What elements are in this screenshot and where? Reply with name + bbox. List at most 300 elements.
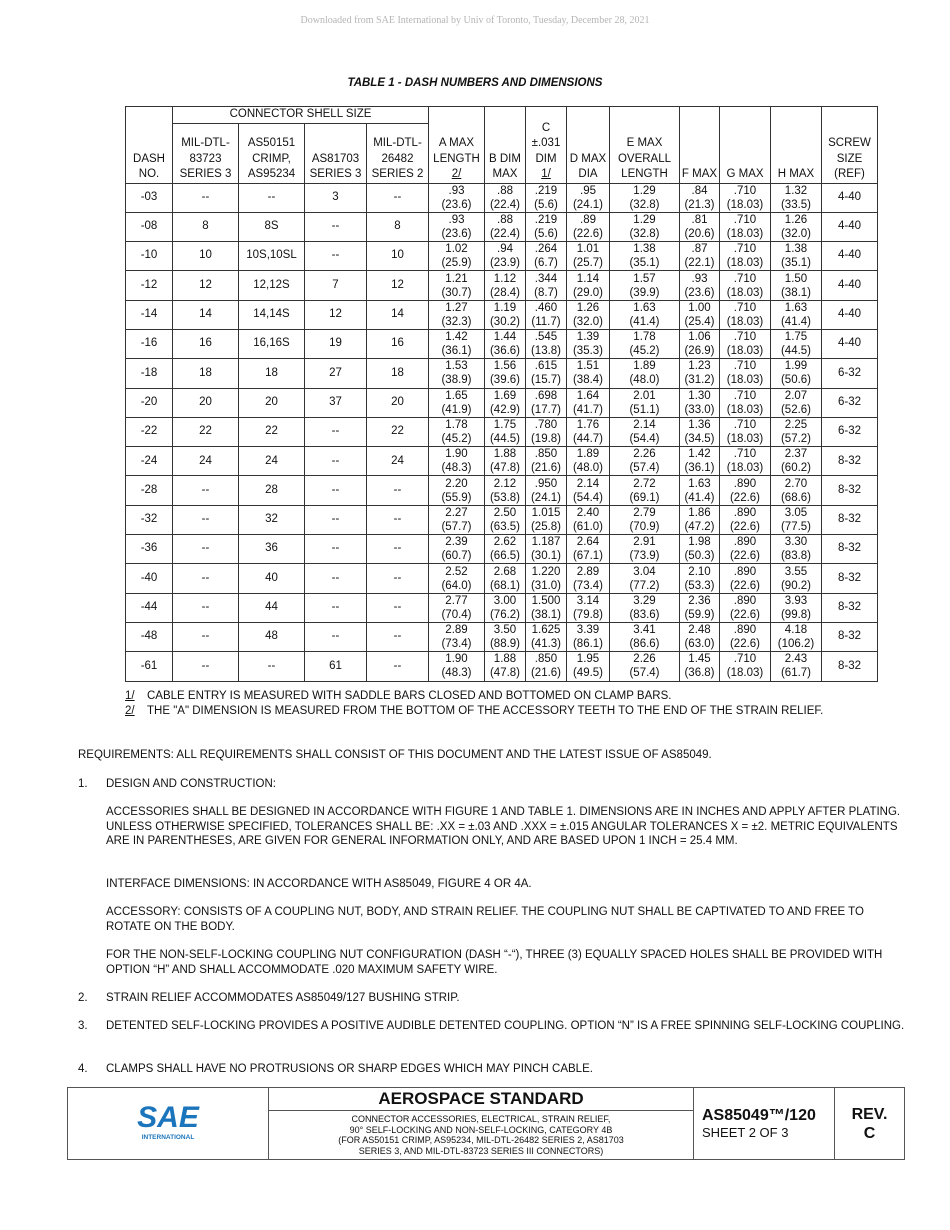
cell-h: 2.37 (60.2): [771, 447, 822, 476]
cell-s1: 18: [173, 359, 239, 388]
cell-s3: --: [305, 476, 367, 505]
cell-c: 1.220 (31.0): [526, 564, 567, 593]
cell-screw: 8-32: [822, 593, 878, 622]
cell-s2: --: [239, 652, 305, 681]
cell-f: 2.48 (63.0): [680, 622, 720, 651]
cell-g: .710 (18.03): [720, 359, 771, 388]
cell-s1: 10: [173, 242, 239, 271]
cell-dash: -16: [126, 329, 173, 358]
cell-c: 1.015 (25.8): [526, 505, 567, 534]
header-as50151: AS50151 CRIMP, AS95234: [239, 123, 305, 183]
cell-s3: --: [305, 212, 367, 241]
cell-h: 1.32 (33.5): [771, 183, 822, 212]
cell-s2: 32: [239, 505, 305, 534]
cell-dash: -28: [126, 476, 173, 505]
cell-b: 2.50 (63.5): [485, 505, 526, 534]
cell-screw: 8-32: [822, 447, 878, 476]
cell-a: 1.78 (45.2): [429, 417, 485, 446]
cell-a: 1.27 (32.3): [429, 300, 485, 329]
cell-e: 2.91 (73.9): [610, 535, 680, 564]
cell-h: 1.99 (50.6): [771, 359, 822, 388]
svg-text:SAE: SAE: [137, 1101, 199, 1134]
cell-s3: 61: [305, 652, 367, 681]
cell-a: 2.39 (60.7): [429, 535, 485, 564]
cell-s4: --: [367, 622, 429, 651]
cell-s1: --: [173, 564, 239, 593]
cell-s2: 24: [239, 447, 305, 476]
cell-dash: -22: [126, 417, 173, 446]
table-row: [126, 505, 878, 534]
table-row: [126, 417, 878, 446]
cell-f: 1.36 (34.5): [680, 417, 720, 446]
cell-s1: --: [173, 535, 239, 564]
cell-b: 1.19 (30.2): [485, 300, 526, 329]
table-row: [126, 329, 878, 358]
cell-d: 2.64 (67.1): [567, 535, 610, 564]
cell-s2: 12,12S: [239, 271, 305, 300]
cell-d: 2.14 (54.4): [567, 476, 610, 505]
cell-h: 1.75 (44.5): [771, 329, 822, 358]
cell-screw: 8-32: [822, 564, 878, 593]
cell-s4: --: [367, 535, 429, 564]
cell-g: .710 (18.03): [720, 271, 771, 300]
cell-c: .460 (11.7): [526, 300, 567, 329]
cell-e: 3.04 (77.2): [610, 564, 680, 593]
ref-note-1: 1/: [541, 168, 551, 180]
cell-a: 2.27 (57.7): [429, 505, 485, 534]
table-title: TABLE 1 - DASH NUMBERS AND DIMENSIONS: [347, 77, 603, 89]
cell-s2: 44: [239, 593, 305, 622]
cell-a: .93 (23.6): [429, 183, 485, 212]
cell-h: 2.70 (68.6): [771, 476, 822, 505]
dimensions-table: [125, 106, 878, 682]
cell-f: 1.98 (50.3): [680, 535, 720, 564]
cell-e: 1.63 (41.4): [610, 300, 680, 329]
cell-dash: -03: [126, 183, 173, 212]
cell-d: 1.26 (32.0): [567, 300, 610, 329]
cell-screw: 4-40: [822, 329, 878, 358]
cell-b: 1.69 (42.9): [485, 388, 526, 417]
cell-s3: 7: [305, 271, 367, 300]
cell-f: .87 (22.1): [680, 242, 720, 271]
cell-s1: --: [173, 622, 239, 651]
cell-s3: --: [305, 535, 367, 564]
cell-b: 3.50 (88.9): [485, 622, 526, 651]
cell-s3: 12: [305, 300, 367, 329]
cell-s4: 24: [367, 447, 429, 476]
cell-s2: 20: [239, 388, 305, 417]
table-row: [126, 535, 878, 564]
table-row: [126, 652, 878, 681]
cell-dash: -14: [126, 300, 173, 329]
header-f: F MAX: [680, 107, 720, 184]
cell-b: .88 (22.4): [485, 183, 526, 212]
standard-heading: AEROSPACE STANDARD: [269, 1088, 693, 1111]
header-screw-size: SCREW SIZE (REF): [822, 107, 878, 184]
cell-g: .890 (22.6): [720, 535, 771, 564]
cell-f: 1.86 (47.2): [680, 505, 720, 534]
cell-d: 1.39 (35.3): [567, 329, 610, 358]
cell-s2: 36: [239, 535, 305, 564]
design-paragraph: ACCESSORIES SHALL BE DESIGNED IN ACCORDANCE WITH FIGURE 1 AND TABLE 1. DIMENSIONS ARE IN INCHES AND APPLY AFTER PLATING. UNLESS OTHERWISE SPECIFIED, TOLERANCES SHALL BE: .XX = ±.03 AND .XXX = ±.015 ANGULAR TOLERANCES X = ±2. METRIC EQUIVALENTS ARE IN PARENTHESES, ARE GIVEN FOR GENERAL INFORMATION ONLY, AND ARE BASED UPON 1 INCH = 25.4 MM.: [106, 806, 901, 847]
cell-e: 1.89 (48.0): [610, 359, 680, 388]
table-row: [126, 242, 878, 271]
cell-s4: 10: [367, 242, 429, 271]
cell-d: .95 (24.1): [567, 183, 610, 212]
revision-value: C: [863, 1124, 876, 1142]
header-dash: DASH NO.: [126, 107, 173, 184]
cell-d: 1.89 (48.0): [567, 447, 610, 476]
cell-f: 1.42 (36.1): [680, 447, 720, 476]
cell-e: 2.14 (54.4): [610, 417, 680, 446]
cell-d: 1.14 (29.0): [567, 271, 610, 300]
cell-g: .710 (18.03): [720, 417, 771, 446]
cell-c: .344 (8.7): [526, 271, 567, 300]
standard-description: CONNECTOR ACCESSORIES, ELECTRICAL, STRAIN RELIEF, 90° SELF-LOCKING AND NON-SELF-LOCKING, CATEGORY 4B (FOR AS50151 CRIMP, AS95234, MIL-DTL-26482 SERIES 2, AS81703 SERIES 3, AND MIL-DTL-83723 SERIES III CONNECTORS): [338, 1114, 624, 1156]
cell-e: 2.26 (57.4): [610, 447, 680, 476]
cell-f: 2.36 (59.9): [680, 593, 720, 622]
table-body: [126, 183, 878, 681]
cell-s4: --: [367, 183, 429, 212]
title-block: [67, 1087, 905, 1160]
cell-h: 1.50 (38.1): [771, 271, 822, 300]
cell-s1: --: [173, 652, 239, 681]
cell-s3: 3: [305, 183, 367, 212]
cell-screw: 8-32: [822, 476, 878, 505]
cell-d: 1.64 (41.7): [567, 388, 610, 417]
cell-g: .890 (22.6): [720, 505, 771, 534]
cell-s2: 40: [239, 564, 305, 593]
cell-s4: --: [367, 652, 429, 681]
cell-s4: --: [367, 505, 429, 534]
cell-s4: 18: [367, 359, 429, 388]
cell-g: .890 (22.6): [720, 593, 771, 622]
cell-d: 1.01 (25.7): [567, 242, 610, 271]
document-number: AS85049™/120: [702, 1107, 816, 1124]
cell-screw: 8-32: [822, 535, 878, 564]
cell-e: 2.01 (51.1): [610, 388, 680, 417]
cell-c: 1.500 (38.1): [526, 593, 567, 622]
item-3: 3. DETENTED SELF-LOCKING PROVIDES A POSITIVE AUDIBLE DETENTED COUPLING. OPTION “N” IS A FREE SPINNING SELF-LOCKING COUPLING.: [78, 1020, 905, 1032]
note-2: 2/ THE "A" DIMENSION IS MEASURED FROM THE BOTTOM OF THE ACCESSORY TEETH TO THE END OF THE STRAIN RELIEF.: [125, 704, 824, 717]
cell-d: 3.14 (79.8): [567, 593, 610, 622]
cell-s1: 20: [173, 388, 239, 417]
table-row: [126, 593, 878, 622]
cell-dash: -44: [126, 593, 173, 622]
cell-screw: 4-40: [822, 212, 878, 241]
cell-screw: 6-32: [822, 359, 878, 388]
requirements-text: REQUIREMENTS: ALL REQUIREMENTS SHALL CONSIST OF THIS DOCUMENT AND THE LATEST ISSUE OF AS85049.: [78, 749, 712, 761]
cell-dash: -08: [126, 212, 173, 241]
cell-screw: 8-32: [822, 505, 878, 534]
cell-e: 1.57 (39.9): [610, 271, 680, 300]
cell-s4: 22: [367, 417, 429, 446]
header-a: A MAX LENGTH 2/: [429, 107, 485, 184]
download-banner: Downloaded from SAE International by Univ of Toronto, Tuesday, December 28, 2021: [300, 15, 650, 26]
cell-g: .710 (18.03): [720, 212, 771, 241]
header-mil-83723: MIL-DTL-83723 SERIES 3: [173, 123, 239, 183]
cell-s3: --: [305, 242, 367, 271]
revision-cell: [835, 1088, 905, 1160]
cell-s1: 14: [173, 300, 239, 329]
cell-h: 3.05 (77.5): [771, 505, 822, 534]
cell-f: 2.10 (53.3): [680, 564, 720, 593]
cell-c: .219 (5.6): [526, 183, 567, 212]
cell-s2: 8S: [239, 212, 305, 241]
table-row: [126, 271, 878, 300]
cell-screw: 8-32: [822, 622, 878, 651]
cell-s4: 20: [367, 388, 429, 417]
cell-g: .710 (18.03): [720, 652, 771, 681]
cell-s2: 18: [239, 359, 305, 388]
table-row: [126, 183, 878, 212]
cell-c: 1.187 (30.1): [526, 535, 567, 564]
cell-d: 1.95 (49.5): [567, 652, 610, 681]
cell-s3: --: [305, 447, 367, 476]
cell-s1: 8: [173, 212, 239, 241]
table-row: [126, 388, 878, 417]
cell-a: 1.90 (48.3): [429, 652, 485, 681]
header-as81703: AS81703 SERIES 3: [305, 123, 367, 183]
cell-screw: 6-32: [822, 417, 878, 446]
cell-s1: 24: [173, 447, 239, 476]
cell-f: 1.45 (36.8): [680, 652, 720, 681]
header-mil-26482: MIL-DTL-26482 SERIES 2: [367, 123, 429, 183]
cell-h: 1.63 (41.4): [771, 300, 822, 329]
cell-b: .94 (23.9): [485, 242, 526, 271]
cell-screw: 4-40: [822, 300, 878, 329]
cell-h: 4.18 (106.2): [771, 622, 822, 651]
cell-c: .850 (21.6): [526, 652, 567, 681]
cell-g: .890 (22.6): [720, 564, 771, 593]
cell-b: .88 (22.4): [485, 212, 526, 241]
cell-screw: 6-32: [822, 388, 878, 417]
cell-s2: 10S,10SL: [239, 242, 305, 271]
cell-screw: 4-40: [822, 271, 878, 300]
cell-c: .780 (19.8): [526, 417, 567, 446]
header-b: B DIM MAX: [485, 107, 526, 184]
cell-d: .89 (22.6): [567, 212, 610, 241]
cell-dash: -10: [126, 242, 173, 271]
cell-dash: -20: [126, 388, 173, 417]
cell-s3: 19: [305, 329, 367, 358]
cell-a: 2.89 (73.4): [429, 622, 485, 651]
cell-s1: --: [173, 593, 239, 622]
cell-g: .890 (22.6): [720, 476, 771, 505]
cell-f: 1.63 (41.4): [680, 476, 720, 505]
cell-s2: 28: [239, 476, 305, 505]
cell-h: 2.43 (61.7): [771, 652, 822, 681]
cell-e: 1.29 (32.8): [610, 212, 680, 241]
cell-s1: 16: [173, 329, 239, 358]
cell-h: 3.93 (99.8): [771, 593, 822, 622]
cell-e: 3.29 (83.6): [610, 593, 680, 622]
cell-c: 1.625 (41.3): [526, 622, 567, 651]
cell-b: 1.56 (39.6): [485, 359, 526, 388]
cell-f: .93 (23.6): [680, 271, 720, 300]
cell-b: 1.12 (28.4): [485, 271, 526, 300]
cell-s2: --: [239, 183, 305, 212]
cell-dash: -12: [126, 271, 173, 300]
cell-h: 1.26 (32.0): [771, 212, 822, 241]
cell-s4: 16: [367, 329, 429, 358]
cell-d: 1.76 (44.7): [567, 417, 610, 446]
cell-e: 2.79 (70.9): [610, 505, 680, 534]
sae-logo: [68, 1088, 269, 1160]
cell-s3: --: [305, 417, 367, 446]
cell-s3: --: [305, 564, 367, 593]
cell-h: 3.30 (83.8): [771, 535, 822, 564]
cell-e: 1.78 (45.2): [610, 329, 680, 358]
cell-b: 3.00 (76.2): [485, 593, 526, 622]
cell-s4: --: [367, 476, 429, 505]
cell-dash: -48: [126, 622, 173, 651]
cell-g: .710 (18.03): [720, 329, 771, 358]
svg-text:INTERNATIONAL: INTERNATIONAL: [141, 1134, 195, 1141]
cell-d: 1.51 (38.4): [567, 359, 610, 388]
header-g: G MAX: [720, 107, 771, 184]
ref-note-2: 2/: [451, 168, 462, 180]
header-d: D MAX DIA: [567, 107, 610, 184]
cell-b: 1.75 (44.5): [485, 417, 526, 446]
cell-c: .850 (21.6): [526, 447, 567, 476]
cell-d: 2.40 (61.0): [567, 505, 610, 534]
cell-screw: 4-40: [822, 242, 878, 271]
cell-s1: --: [173, 505, 239, 534]
cell-dash: -24: [126, 447, 173, 476]
cell-g: .710 (18.03): [720, 242, 771, 271]
cell-a: 1.02 (25.9): [429, 242, 485, 271]
header-e: E MAX OVERALL LENGTH: [610, 107, 680, 184]
cell-c: .615 (15.7): [526, 359, 567, 388]
cell-c: .950 (24.1): [526, 476, 567, 505]
doc-number-cell: [694, 1088, 835, 1160]
sae-logo-icon: [133, 1099, 203, 1143]
cell-s4: --: [367, 593, 429, 622]
table-row: [126, 564, 878, 593]
cell-s1: 22: [173, 417, 239, 446]
note-1: 1/ CABLE ENTRY IS MEASURED WITH SADDLE BARS CLOSED AND BOTTOMED ON CLAMP BARS.: [125, 690, 672, 702]
cell-dash: -40: [126, 564, 173, 593]
header-c: C ±.031 DIM 1/: [526, 107, 567, 184]
cell-d: 2.89 (73.4): [567, 564, 610, 593]
cell-e: 2.72 (69.1): [610, 476, 680, 505]
cell-e: 1.29 (32.8): [610, 183, 680, 212]
cell-f: 1.06 (26.9): [680, 329, 720, 358]
cell-b: 2.62 (66.5): [485, 535, 526, 564]
revision-label: REV.: [851, 1105, 888, 1123]
cell-b: 1.44 (36.6): [485, 329, 526, 358]
cell-d: 3.39 (86.1): [567, 622, 610, 651]
cell-f: 1.30 (33.0): [680, 388, 720, 417]
accessory-paragraph: ACCESSORY: CONSISTS OF A COUPLING NUT, BODY, AND STRAIN RELIEF. THE COUPLING NUT SHALL BE CAPTIVATED TO AND FREE TO ROTATE ON THE BODY.: [106, 906, 864, 933]
cell-s4: --: [367, 564, 429, 593]
cell-a: 1.42 (36.1): [429, 329, 485, 358]
interface-paragraph: INTERFACE DIMENSIONS: IN ACCORDANCE WITH AS85049, FIGURE 4 OR 4A.: [106, 878, 532, 890]
cell-s4: 14: [367, 300, 429, 329]
cell-s1: --: [173, 476, 239, 505]
cell-a: 1.90 (48.3): [429, 447, 485, 476]
cell-g: .710 (18.03): [720, 447, 771, 476]
cell-c: .545 (13.8): [526, 329, 567, 358]
table-row: [126, 622, 878, 651]
cell-h: 2.25 (57.2): [771, 417, 822, 446]
title-cell: [269, 1088, 694, 1160]
cell-e: 2.26 (57.4): [610, 652, 680, 681]
cell-b: 1.88 (47.8): [485, 652, 526, 681]
cell-a: 2.52 (64.0): [429, 564, 485, 593]
cell-s3: 27: [305, 359, 367, 388]
cell-f: 1.23 (31.2): [680, 359, 720, 388]
table-row: [126, 476, 878, 505]
cell-a: 1.65 (41.9): [429, 388, 485, 417]
cell-s2: 16,16S: [239, 329, 305, 358]
cell-f: .81 (20.6): [680, 212, 720, 241]
cell-c: .219 (5.6): [526, 212, 567, 241]
cell-s1: --: [173, 183, 239, 212]
cell-f: .84 (21.3): [680, 183, 720, 212]
item-1: 1. DESIGN AND CONSTRUCTION:: [78, 778, 276, 790]
table-row: [126, 300, 878, 329]
cell-dash: -61: [126, 652, 173, 681]
cell-s3: --: [305, 505, 367, 534]
cell-g: .710 (18.03): [720, 183, 771, 212]
table-row: [126, 447, 878, 476]
cell-g: .890 (22.6): [720, 622, 771, 651]
cell-h: 2.07 (52.6): [771, 388, 822, 417]
cell-a: 1.53 (38.9): [429, 359, 485, 388]
cell-h: 3.55 (90.2): [771, 564, 822, 593]
safety-wire-paragraph: FOR THE NON-SELF-LOCKING COUPLING NUT CONFIGURATION (DASH “-“), THREE (3) EQUALLY SPACED HOLES SHALL BE PROVIDED WITH OPTION “H” AND SHALL ACCOMMODATE .020 MAXIMUM SAFETY WIRE.: [106, 949, 883, 976]
sheet-number: SHEET 2 OF 3: [702, 1125, 789, 1140]
item-4: 4. CLAMPS SHALL HAVE NO PROTRUSIONS OR SHARP EDGES WHICH MAY PINCH CABLE.: [78, 1063, 593, 1075]
cell-g: .710 (18.03): [720, 300, 771, 329]
header-connector-shell-size: CONNECTOR SHELL SIZE: [173, 107, 429, 124]
cell-a: 2.77 (70.4): [429, 593, 485, 622]
cell-dash: -32: [126, 505, 173, 534]
item-2: 2. STRAIN RELIEF ACCOMMODATES AS85049/127 BUSHING STRIP.: [78, 992, 460, 1004]
cell-dash: -36: [126, 535, 173, 564]
cell-a: 2.20 (55.9): [429, 476, 485, 505]
cell-s3: 37: [305, 388, 367, 417]
cell-screw: 8-32: [822, 652, 878, 681]
cell-a: 1.21 (30.7): [429, 271, 485, 300]
cell-s1: 12: [173, 271, 239, 300]
cell-s3: --: [305, 593, 367, 622]
cell-dash: -18: [126, 359, 173, 388]
header-h: H MAX: [771, 107, 822, 184]
cell-e: 3.41 (86.6): [610, 622, 680, 651]
table-notes: [125, 689, 845, 718]
cell-b: 1.88 (47.8): [485, 447, 526, 476]
cell-screw: 4-40: [822, 183, 878, 212]
cell-e: 1.38 (35.1): [610, 242, 680, 271]
cell-s3: --: [305, 622, 367, 651]
cell-b: 2.68 (68.1): [485, 564, 526, 593]
cell-s2: 48: [239, 622, 305, 651]
cell-f: 1.00 (25.4): [680, 300, 720, 329]
table-row: [126, 212, 878, 241]
cell-s4: 12: [367, 271, 429, 300]
cell-s2: 22: [239, 417, 305, 446]
cell-a: .93 (23.6): [429, 212, 485, 241]
cell-g: .710 (18.03): [720, 388, 771, 417]
table-row: [126, 359, 878, 388]
cell-s2: 14,14S: [239, 300, 305, 329]
cell-s4: 8: [367, 212, 429, 241]
cell-c: .264 (6.7): [526, 242, 567, 271]
cell-h: 1.38 (35.1): [771, 242, 822, 271]
